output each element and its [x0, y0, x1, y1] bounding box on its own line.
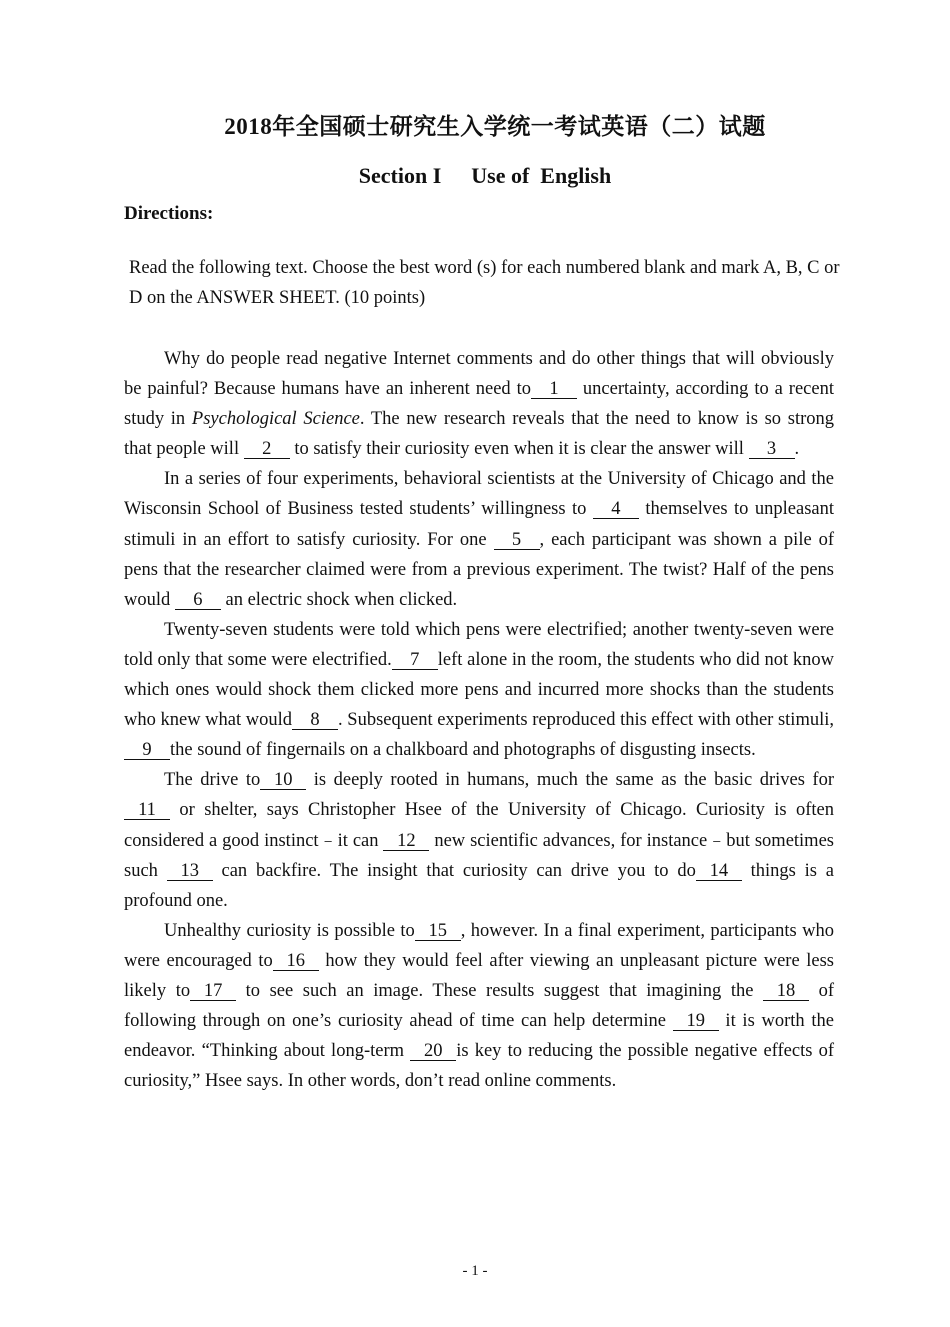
blank-1: 1: [531, 380, 577, 399]
blank-17: 17: [190, 982, 236, 1001]
blank-14: 14: [696, 862, 742, 881]
paragraph-3: Twenty-seven students were told which pens were electrified; another twenty-seven were told only that some were electrified. 7 left alone in the room, the students who did not know which ones would shock them clicked more pens and incurred more shocks than the students who knew what would 8 . Subsequent experiments reproduced this effect with other stimuli, 9 the sound of fingernails on a chalkboard and photographs of disgusting insects.: [124, 619, 834, 761]
blank-10: 10: [260, 771, 306, 790]
paragraph-2: In a series of four experiments, behavioral scientists at the University of Chicago and the Wisconsin School of Business tested students’ willingness to 4 themselves to unpleasant stimuli in an effort to satisfy curiosity. For one 5 , each participant was shown a pile of pens that the researcher claimed were from a previous experiment. The twist? Half of the pens would 6 an electric shock when clicked.: [124, 469, 835, 610]
blank-18: 18: [763, 982, 809, 1001]
blank-12: 12: [383, 832, 429, 851]
cloze-passage: [124, 344, 834, 1096]
blank-7: 7: [392, 651, 438, 670]
section-label: Section I: [358, 163, 442, 188]
directions-text: Read the following text. Choose the best word (s) for each numbered blank and mark A, B, C or D on the ANSWER SHEET. (10 points): [129, 258, 840, 308]
paragraph-5: Unhealthy curiosity is possible to 15 , however. In a final experiment, participants who were encouraged to 16 how they would feel after viewing an unpleasant picture were less likely to 17 to see such an image. These results suggest that imagining the 18 of following through on one’s curiosity ahead of time can help determine 19 it is worth the endeavor. “Thinking about long-term 20 is key to reducing the possible negative effects of curiosity,” Hsee says. In other words, don’t read online comments.: [124, 920, 834, 1092]
journal-title: Psychological Science: [191, 409, 360, 430]
section-heading: [0, 163, 950, 189]
directions-label: Directions:: [124, 203, 214, 224]
blank-13: 13: [167, 862, 213, 881]
blank-9: 9: [124, 741, 170, 760]
blank-4: 4: [593, 500, 639, 519]
blank-3: 3: [749, 440, 795, 459]
blank-6: 6: [175, 591, 221, 610]
blank-5: 5: [494, 531, 540, 550]
exam-title: 2018年全国硕士研究生入学统一考试英语（二）试题: [224, 114, 766, 139]
blank-15: 15: [415, 922, 461, 941]
page-number: - 1 -: [462, 1263, 488, 1279]
paragraph-4: The drive to 10 is deeply rooted in humans, much the same as the basic drives for11 or shelter, says Christopher Hsee of the University of Chicago. Curiosity is often considered a good instinct﹣it can 12 new scientific advances, for instance﹣but sometimes such 13 can backfire. The insight that curiosity can drive you to do 14 things is a profound one.: [124, 770, 835, 911]
paragraph-1: Why do people read negative Internet comments and do other things that will obviously be painful? Because humans have an inherent need to 1 uncertainty, according to a recent study in Psychological Science. The new research reveals that the need to know is so strong that people will 2 to satisfy their curiosity even when it is clear the answer will 3 .: [124, 349, 834, 460]
blank-16: 16: [273, 952, 319, 971]
blank-2: 2: [244, 440, 290, 459]
blank-11: 11: [124, 801, 170, 820]
blank-19: 19: [673, 1012, 719, 1031]
section-name: Use of English: [471, 163, 612, 188]
blank-8: 8: [292, 711, 338, 730]
blank-20: 20: [410, 1042, 456, 1061]
